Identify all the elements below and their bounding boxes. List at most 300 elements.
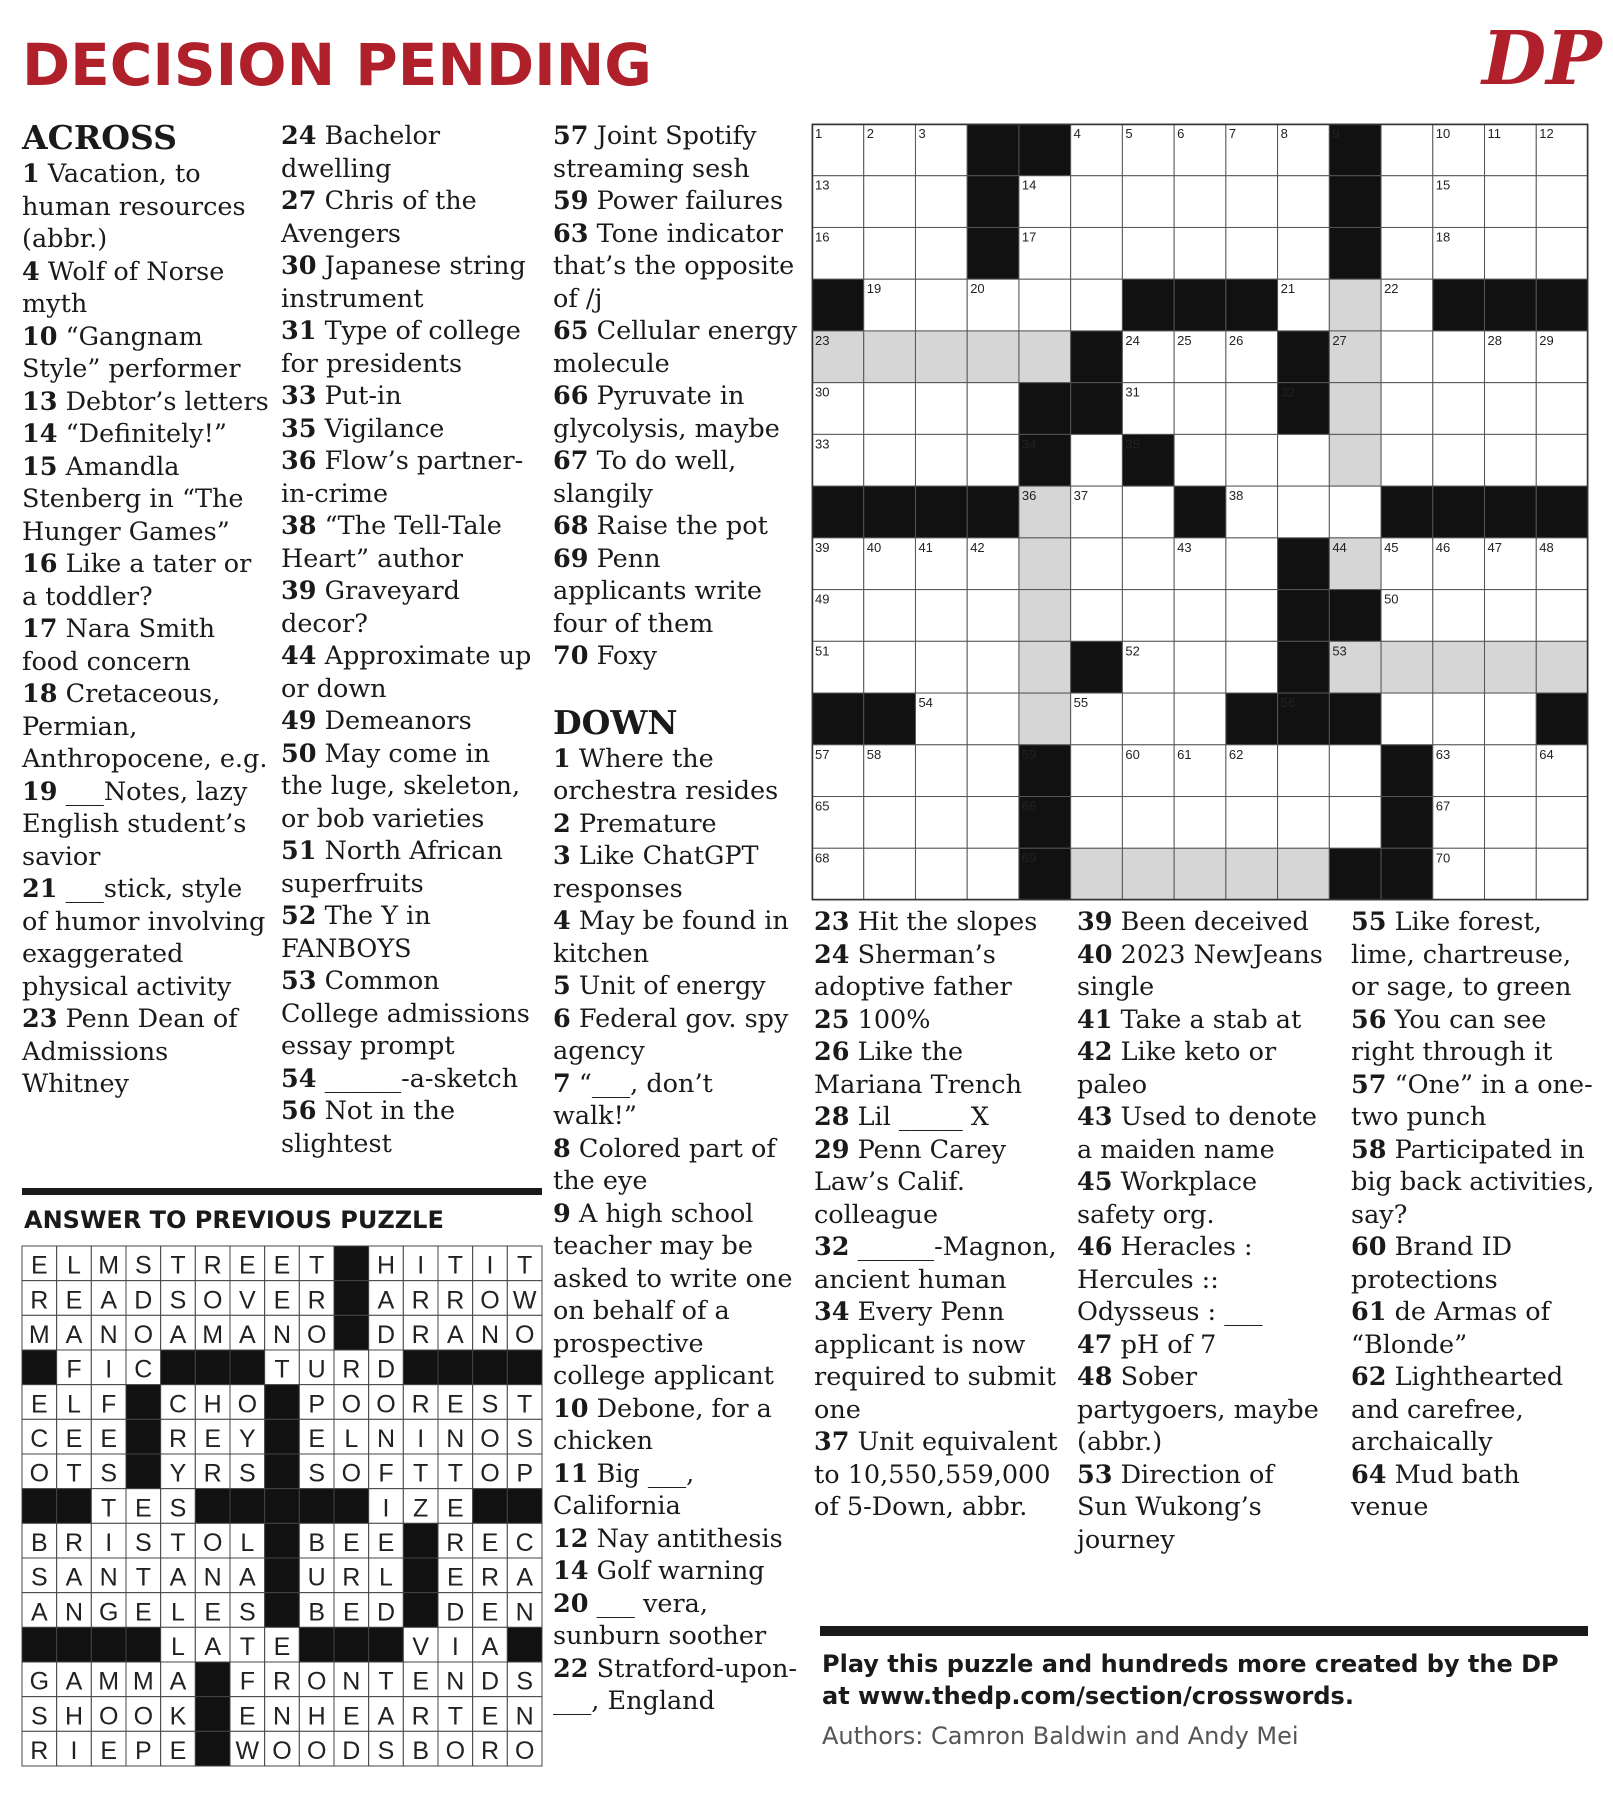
across-clue-59[interactable] <box>553 185 798 218</box>
previous-cell-letter: O <box>133 1702 154 1731</box>
previous-cell-letter: S <box>238 1598 256 1627</box>
grid-cell[interactable] <box>1381 331 1433 383</box>
grid-cell[interactable] <box>1226 641 1278 693</box>
grid-cell[interactable] <box>1071 176 1123 228</box>
down-clue-45[interactable] <box>1077 1166 1332 1231</box>
previous-cell-letter: E <box>342 1702 360 1731</box>
previous-cell-letter: S <box>481 1390 499 1419</box>
across-clue-56[interactable] <box>281 1095 536 1160</box>
down-clue-20[interactable] <box>553 1588 798 1653</box>
previous-cell-letter: I <box>451 1633 459 1662</box>
grid-cell[interactable] <box>1485 434 1537 486</box>
cell-number: 1 <box>815 126 823 141</box>
grid-cell[interactable] <box>1278 848 1330 900</box>
grid-cell[interactable] <box>1226 797 1278 849</box>
down-clue-41[interactable] <box>1077 1004 1332 1037</box>
grid-cell[interactable] <box>1329 434 1381 486</box>
grid-cell[interactable] <box>864 848 916 900</box>
clue-text: ___ vera, sunburn soother <box>553 1588 767 1651</box>
grid-cell[interactable] <box>1485 848 1537 900</box>
grid-cell[interactable] <box>1071 797 1123 849</box>
previous-cell-letter: E <box>446 1390 464 1419</box>
grid-cell[interactable] <box>915 176 967 228</box>
across-clue-63[interactable] <box>553 218 798 316</box>
down-clues-column-5 <box>1077 906 1332 1556</box>
grid-cell[interactable] <box>1381 383 1433 435</box>
across-clue-18[interactable] <box>22 678 272 776</box>
grid-cell[interactable] <box>1174 434 1226 486</box>
down-clue-28[interactable] <box>814 1101 1064 1134</box>
down-clue-5[interactable] <box>553 970 798 1003</box>
grid-cell[interactable] <box>1122 848 1174 900</box>
clue-text: Where the orchestra resides <box>553 743 779 806</box>
previous-cell-letter: A <box>481 1633 499 1662</box>
across-clue-1[interactable] <box>22 158 272 256</box>
previous-cell-letter: C <box>515 1529 534 1558</box>
grid-cell[interactable] <box>1071 227 1123 279</box>
grid-cell[interactable] <box>1536 227 1588 279</box>
grid-cell[interactable] <box>915 434 967 486</box>
across-clue-44[interactable] <box>281 640 536 705</box>
down-clue-26[interactable] <box>814 1036 1064 1101</box>
clue-number: 50 <box>281 738 317 769</box>
clue-text: ___Notes, lazy English student’s savior <box>22 776 248 872</box>
across-clue-30[interactable] <box>281 250 536 315</box>
previous-cell-letter: S <box>238 1459 256 1488</box>
grid-cell[interactable] <box>1536 848 1588 900</box>
previous-cell-letter: T <box>378 1667 394 1696</box>
grid-cell[interactable] <box>1122 797 1174 849</box>
grid-cell[interactable] <box>1485 176 1537 228</box>
down-clue-56[interactable] <box>1351 1004 1596 1069</box>
grid-cell[interactable] <box>864 227 916 279</box>
clue-number: 52 <box>281 901 317 931</box>
grid-cell[interactable] <box>1122 486 1174 538</box>
down-clue-57[interactable] <box>1351 1069 1596 1134</box>
grid-cell[interactable] <box>915 848 967 900</box>
grid-cell[interactable] <box>1174 176 1226 228</box>
grid-cell[interactable] <box>1433 641 1485 693</box>
grid-cell[interactable] <box>1278 176 1330 228</box>
previous-cell-letter: D <box>376 1321 396 1350</box>
clue-number: 34 <box>814 1297 850 1327</box>
across-clue-4[interactable] <box>22 256 272 321</box>
grid-cell[interactable] <box>1019 538 1071 590</box>
grid-cell[interactable] <box>1278 797 1330 849</box>
previous-cell-letter: S <box>100 1459 118 1488</box>
across-clue-16[interactable] <box>22 548 272 613</box>
grid-cell[interactable] <box>1122 176 1174 228</box>
grid-cell[interactable] <box>1226 538 1278 590</box>
grid-cell[interactable] <box>1122 693 1174 745</box>
previous-cell-letter: N <box>272 1702 292 1731</box>
grid-cell[interactable] <box>915 641 967 693</box>
clue-number: 39 <box>1077 907 1113 937</box>
grid-cell[interactable] <box>864 176 916 228</box>
previous-cell-letter: R <box>480 1737 500 1766</box>
grid-cell[interactable] <box>864 383 916 435</box>
grid-cell[interactable] <box>1071 745 1123 797</box>
grid-cell[interactable] <box>1433 383 1485 435</box>
block-cell <box>1122 279 1174 331</box>
previous-cell-letter: O <box>306 1321 327 1350</box>
grid-cell[interactable] <box>1174 693 1226 745</box>
previous-cell-letter: U <box>307 1563 326 1592</box>
grid-cell[interactable] <box>1433 331 1485 383</box>
previous-cell-letter: E <box>342 1529 360 1558</box>
clue-text: ______-a-sketch <box>316 1063 519 1094</box>
grid-cell[interactable] <box>1485 693 1537 745</box>
clue-number: 54 <box>281 1063 317 1094</box>
previous-cell-letter: M <box>28 1321 50 1350</box>
previous-cell-letter: A <box>204 1633 222 1662</box>
grid-cell[interactable] <box>967 848 1019 900</box>
cell-number: 55 <box>1073 695 1089 711</box>
across-clue-69[interactable] <box>553 543 798 641</box>
down-clue-60[interactable] <box>1351 1231 1596 1296</box>
grid-cell[interactable] <box>1226 434 1278 486</box>
clue-text: Direction of Sun Wukong’s journey <box>1077 1459 1274 1555</box>
grid-cell[interactable] <box>864 331 916 383</box>
across-clue-50[interactable] <box>281 738 536 836</box>
grid-cell[interactable] <box>1174 641 1226 693</box>
grid-cell[interactable] <box>967 745 1019 797</box>
across-clue-10[interactable] <box>22 321 272 386</box>
grid-cell[interactable] <box>915 797 967 849</box>
grid-cell[interactable] <box>1122 227 1174 279</box>
across-clue-24[interactable] <box>281 120 536 185</box>
down-clue-43[interactable] <box>1077 1101 1332 1166</box>
down-clue-34[interactable] <box>814 1296 1064 1426</box>
previous-cell-letter: E <box>30 1251 48 1280</box>
grid-cell[interactable] <box>1485 227 1537 279</box>
grid-cell[interactable] <box>1174 227 1226 279</box>
grid-cell[interactable] <box>967 331 1019 383</box>
across-clue-38[interactable] <box>281 510 536 575</box>
clue-number: 49 <box>281 706 317 736</box>
down-clue-61[interactable] <box>1351 1296 1596 1361</box>
down-clue-64[interactable] <box>1351 1459 1596 1524</box>
across-clue-36[interactable] <box>281 445 536 510</box>
grid-cell[interactable] <box>1381 227 1433 279</box>
grid-cell[interactable] <box>1433 590 1485 642</box>
cell-number: 36 <box>1021 488 1037 504</box>
down-clues-column-6 <box>1351 906 1596 1524</box>
clue-text: Penn Carey Law’s Calif. colleague <box>814 1134 1007 1230</box>
grid-cell[interactable] <box>1485 797 1537 849</box>
grid-cell[interactable] <box>1278 434 1330 486</box>
grid-cell[interactable] <box>1019 590 1071 642</box>
crossword-grid[interactable] <box>812 124 1588 900</box>
grid-cell[interactable] <box>1536 590 1588 642</box>
clue-number: 46 <box>1077 1232 1113 1262</box>
down-clue-4[interactable] <box>553 905 798 970</box>
cell-number: 59 <box>1021 746 1037 762</box>
previous-cell-letter: R <box>411 1702 430 1731</box>
clue-number: 1 <box>553 743 571 774</box>
across-clue-15[interactable] <box>22 451 272 549</box>
down-clue-3[interactable] <box>553 840 798 905</box>
across-clue-53[interactable] <box>281 965 536 1063</box>
across-clue-57[interactable] <box>553 120 798 185</box>
clue-text: Unit equivalent to 10,550,559,000 of 5-Down, abbr. <box>814 1427 1058 1522</box>
down-clue-2[interactable] <box>553 808 798 841</box>
grid-cell[interactable] <box>1381 434 1433 486</box>
grid-cell[interactable] <box>915 590 967 642</box>
grid-cell[interactable] <box>1381 176 1433 228</box>
clue-number: 56 <box>281 1096 317 1126</box>
down-clue-37[interactable] <box>814 1426 1064 1524</box>
previous-cell-letter: E <box>481 1529 499 1558</box>
cell-number: 28 <box>1487 332 1503 348</box>
dp-logo <box>1478 12 1602 102</box>
grid-cell[interactable] <box>1071 538 1123 590</box>
grid-cell[interactable] <box>1174 590 1226 642</box>
previous-block-cell <box>334 1281 369 1316</box>
grid-cell[interactable] <box>1122 538 1174 590</box>
grid-cell[interactable] <box>1536 797 1588 849</box>
previous-cell-letter: S <box>134 1529 152 1558</box>
grid-cell[interactable] <box>1381 693 1433 745</box>
down-clue-53[interactable] <box>1077 1459 1332 1557</box>
previous-cell-letter: A <box>516 1563 534 1592</box>
down-clue-47[interactable] <box>1077 1329 1332 1362</box>
across-clue-27[interactable] <box>281 185 536 250</box>
grid-cell[interactable] <box>1485 590 1537 642</box>
block-cell <box>1278 590 1330 642</box>
across-clue-23[interactable] <box>22 1003 272 1101</box>
clue-number: 13 <box>22 386 58 417</box>
grid-cell[interactable] <box>1226 227 1278 279</box>
grid-cell[interactable] <box>967 797 1019 849</box>
grid-cell[interactable] <box>1329 797 1381 849</box>
clue-number: 58 <box>1351 1134 1387 1165</box>
clue-text: Debtor’s letters <box>57 386 269 417</box>
grid-cell[interactable] <box>1071 434 1123 486</box>
grid-cell[interactable] <box>1536 434 1588 486</box>
previous-block-cell <box>57 1489 92 1524</box>
down-clue-9[interactable] <box>553 1198 798 1393</box>
grid-cell[interactable] <box>1019 279 1071 331</box>
grid-cell[interactable] <box>1071 279 1123 331</box>
grid-cell[interactable] <box>1329 383 1381 435</box>
previous-cell-letter: O <box>306 1737 327 1766</box>
clue-number: 33 <box>281 381 317 411</box>
previous-cell-letter: O <box>480 1425 500 1454</box>
previous-cell-letter: H <box>307 1702 326 1731</box>
down-clue-48[interactable] <box>1077 1361 1332 1459</box>
clue-number: 38 <box>281 511 317 541</box>
grid-cell[interactable] <box>1278 227 1330 279</box>
down-clue-8[interactable] <box>553 1133 798 1198</box>
down-clue-10[interactable] <box>553 1393 798 1458</box>
across-clue-39[interactable] <box>281 575 536 640</box>
across-clue-14[interactable] <box>22 418 272 451</box>
grid-cell[interactable] <box>915 279 967 331</box>
clue-text: May be found in kitchen <box>553 906 789 969</box>
across-clue-13[interactable] <box>22 386 272 419</box>
grid-cell[interactable] <box>1536 383 1588 435</box>
down-clue-25[interactable] <box>814 1004 1064 1037</box>
grid-cell[interactable] <box>1278 745 1330 797</box>
grid-cell[interactable] <box>1174 383 1226 435</box>
down-clue-6[interactable] <box>553 1003 798 1068</box>
grid-cell[interactable] <box>1329 486 1381 538</box>
down-clue-29[interactable] <box>814 1134 1064 1232</box>
footer-promo: Play this puzzle and hundreds more created by the DP at www.thedp.com/section/crosswords. <box>822 1650 1559 1710</box>
previous-cell-letter: W <box>512 1286 537 1315</box>
down-clue-7[interactable] <box>553 1068 798 1133</box>
grid-cell[interactable] <box>915 227 967 279</box>
down-clue-24[interactable] <box>814 939 1064 1004</box>
across-clue-65[interactable] <box>553 315 798 380</box>
grid-cell[interactable] <box>967 590 1019 642</box>
down-clue-12[interactable] <box>553 1523 798 1556</box>
across-clue-52[interactable] <box>281 900 536 965</box>
cell-number: 65 <box>815 798 830 814</box>
cell-number: 49 <box>815 591 830 607</box>
across-clue-70[interactable] <box>553 640 798 673</box>
grid-cell[interactable] <box>1174 797 1226 849</box>
across-clue-33[interactable] <box>281 380 536 413</box>
grid-cell[interactable] <box>1433 693 1485 745</box>
grid-cell[interactable] <box>1536 176 1588 228</box>
across-clue-35[interactable] <box>281 413 536 446</box>
down-clue-1[interactable] <box>553 743 798 808</box>
grid-cell[interactable] <box>1381 641 1433 693</box>
grid-cell[interactable] <box>967 641 1019 693</box>
clue-number: 24 <box>281 121 317 151</box>
grid-cell[interactable] <box>1071 848 1123 900</box>
previous-cell-letter: S <box>308 1459 326 1488</box>
previous-cell-letter: A <box>169 1563 187 1592</box>
previous-cell-letter: P <box>516 1459 534 1488</box>
clue-text: ___stick, style of humor involving exaggerated physical activity <box>22 874 266 1002</box>
clue-text: Bachelor dwelling <box>281 121 441 184</box>
grid-cell[interactable] <box>864 797 916 849</box>
grid-cell[interactable] <box>1071 590 1123 642</box>
cell-number: 34 <box>1021 436 1037 452</box>
grid-cell[interactable] <box>1485 641 1537 693</box>
grid-cell[interactable] <box>1226 590 1278 642</box>
down-clue-11[interactable] <box>553 1458 798 1523</box>
grid-cell[interactable] <box>1122 590 1174 642</box>
down-clue-42[interactable] <box>1077 1036 1332 1101</box>
down-clue-40[interactable] <box>1077 939 1332 1004</box>
clue-number: 11 <box>553 1458 589 1489</box>
block-cell <box>1381 848 1433 900</box>
grid-cell[interactable] <box>1019 693 1071 745</box>
previous-cell-letter: Y <box>238 1425 256 1454</box>
down-clue-23[interactable] <box>814 906 1064 939</box>
previous-cell-letter: O <box>480 1286 500 1315</box>
clue-text: Golf warning <box>588 1556 765 1586</box>
previous-cell-letter: O <box>341 1459 362 1488</box>
across-clues-column-1 <box>22 118 272 1101</box>
cell-number: 33 <box>815 436 830 452</box>
clue-number: 3 <box>553 841 571 871</box>
block-cell <box>1226 279 1278 331</box>
grid-cell[interactable] <box>1278 486 1330 538</box>
grid-cell[interactable] <box>1381 124 1433 176</box>
block-cell <box>1485 279 1537 331</box>
grid-cell[interactable] <box>1019 641 1071 693</box>
grid-cell[interactable] <box>864 434 916 486</box>
previous-cell-letter: R <box>64 1529 84 1558</box>
grid-cell[interactable] <box>1536 641 1588 693</box>
clue-number: 36 <box>281 446 317 476</box>
previous-cell-letter: N <box>446 1667 465 1696</box>
block-cell <box>1278 538 1330 590</box>
previous-cell-letter: D <box>134 1286 153 1315</box>
grid-cell[interactable] <box>967 383 1019 435</box>
clue-text: pH of 7 <box>1112 1329 1217 1360</box>
grid-cell[interactable] <box>967 434 1019 486</box>
across-clue-66[interactable] <box>553 380 798 445</box>
down-clue-14[interactable] <box>553 1555 798 1588</box>
cell-number: 2 <box>866 126 874 141</box>
grid-cell[interactable] <box>915 383 967 435</box>
previous-cell-letter: O <box>98 1702 119 1731</box>
previous-cell-letter: T <box>239 1633 255 1662</box>
grid-cell[interactable] <box>1485 745 1537 797</box>
clue-text: Workplace safety org. <box>1077 1167 1258 1230</box>
grid-cell[interactable] <box>864 590 916 642</box>
clue-text: Like keto or paleo <box>1077 1037 1277 1100</box>
previous-puzzle-title: ANSWER TO PREVIOUS PUZZLE <box>24 1206 444 1234</box>
grid-cell[interactable] <box>1226 383 1278 435</box>
across-clue-67[interactable] <box>553 445 798 510</box>
grid-cell[interactable] <box>1174 848 1226 900</box>
grid-cell[interactable] <box>967 693 1019 745</box>
across-clue-51[interactable] <box>281 835 536 900</box>
grid-cell[interactable] <box>915 331 967 383</box>
grid-cell[interactable] <box>864 641 916 693</box>
down-clue-62[interactable] <box>1351 1361 1596 1459</box>
block-cell <box>1329 176 1381 228</box>
across-clue-68[interactable] <box>553 510 798 543</box>
grid-cell[interactable] <box>1433 434 1485 486</box>
across-clues-column-2 <box>281 120 536 1160</box>
down-clue-22[interactable] <box>553 1653 798 1718</box>
grid-cell[interactable] <box>1485 383 1537 435</box>
down-clue-55[interactable] <box>1351 906 1596 1004</box>
across-clue-31[interactable] <box>281 315 536 380</box>
grid-cell[interactable] <box>1019 331 1071 383</box>
clue-number: 23 <box>22 1004 58 1034</box>
down-clue-39[interactable] <box>1077 906 1332 939</box>
across-clue-49[interactable] <box>281 705 536 738</box>
across-clue-54[interactable] <box>281 1063 536 1096</box>
down-clue-32[interactable] <box>814 1231 1064 1296</box>
grid-cell[interactable] <box>1329 279 1381 331</box>
grid-cell[interactable] <box>1329 745 1381 797</box>
grid-cell[interactable] <box>1226 848 1278 900</box>
down-clue-46[interactable] <box>1077 1231 1332 1329</box>
grid-cell[interactable] <box>1226 176 1278 228</box>
svg-text:DP: DP <box>1482 16 1602 102</box>
previous-block-cell <box>403 1523 438 1558</box>
clue-number: 57 <box>1351 1069 1387 1100</box>
block-cell <box>812 486 864 538</box>
across-clue-17[interactable] <box>22 613 272 678</box>
previous-cell-letter: C <box>30 1425 49 1454</box>
across-clue-21[interactable] <box>22 873 272 1003</box>
grid-cell[interactable] <box>915 745 967 797</box>
across-clue-19[interactable] <box>22 776 272 874</box>
down-clue-58[interactable] <box>1351 1134 1596 1232</box>
previous-cell-letter: T <box>309 1251 325 1280</box>
